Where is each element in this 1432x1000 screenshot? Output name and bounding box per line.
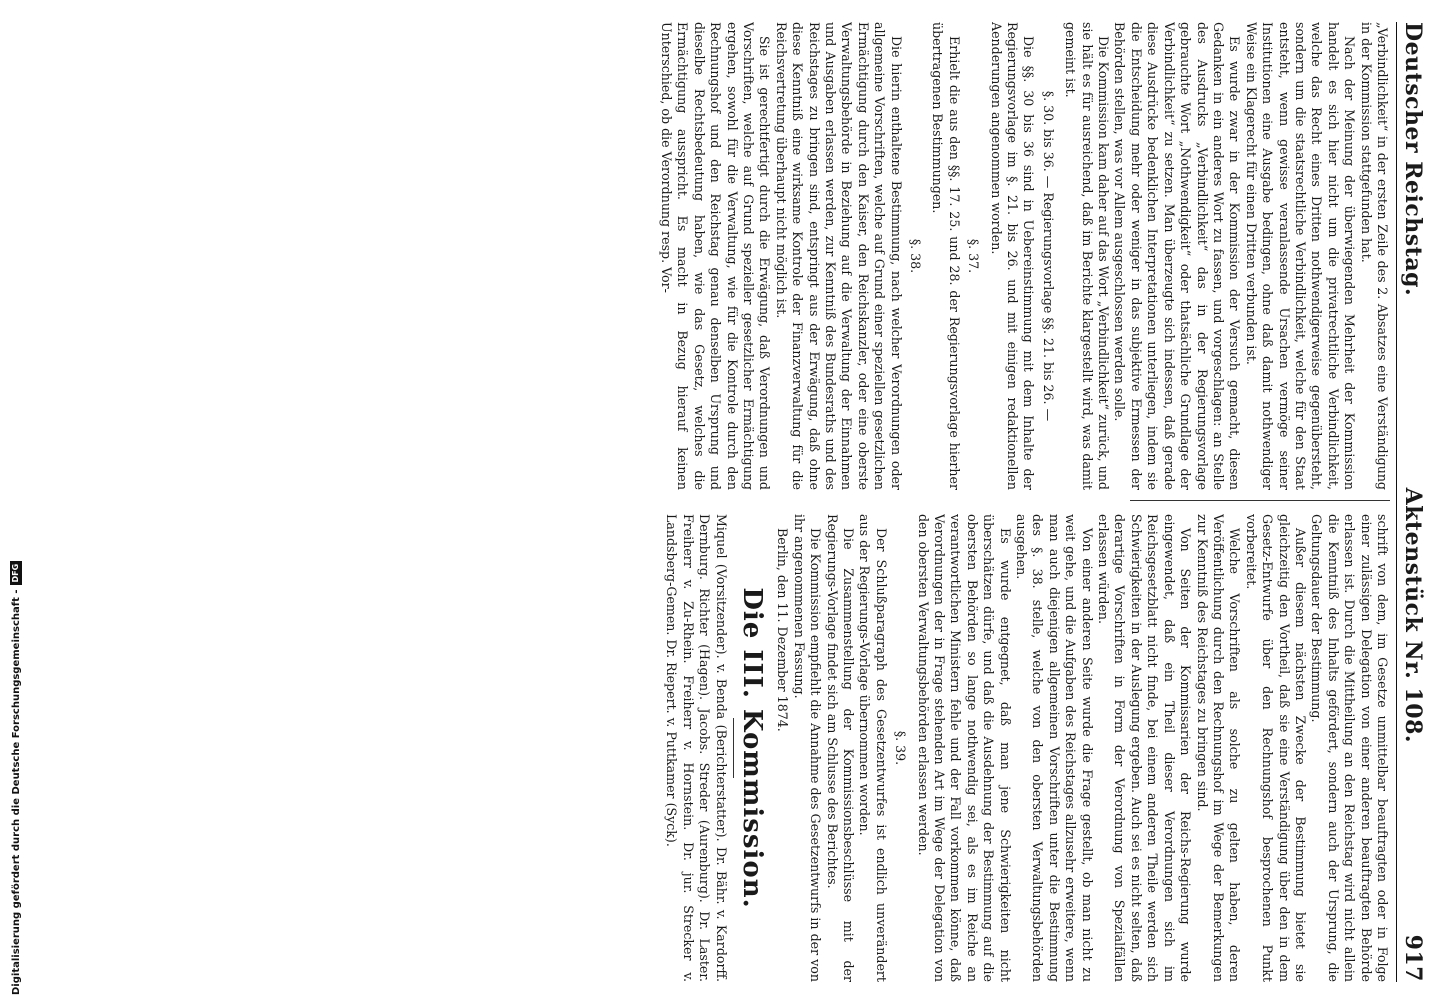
page-number: 917	[1400, 934, 1426, 982]
funding-text: Digitalisierung gefördert durch die Deutsche Forschungsgemeinschaft -	[10, 589, 22, 995]
paragraph: Welche Vorschriften als solche zu gelten haben, deren Veröffentlichung durch den Rechnungshof im Wege der Bemerkungen zur Kenntniß des Reichstages zu bringen sind.	[1194, 514, 1243, 982]
funding-note	[10, 561, 22, 995]
paragraph: Von einer anderen Seite wurde die Frage gestellt, ob man nicht zu weit gehe, und die Aufgaben des Reichstages allzusehr erweitere, wenn man auch diejenigen allgemeinen Vorschriften unter die Bestimmung des §. 38. stelle, welche von den obersten Verwaltungsbehörden ausgehen.	[1014, 514, 1095, 982]
paragraph: Die Zusammenstellung der Kommissionsbeschlüsse mit der Regierungs-Vorlage findet sich am Schlusse des Berichtes.	[824, 514, 856, 982]
paragraph: Der Schlußparagraph des Gesetzentwurfes ist endlich unverändert aus der Regierungs-Vorlage übernommen worden.	[857, 514, 889, 982]
section-heading: §. 30. bis 36. — Regierungsvorlage §§. 21. bis 26. —	[1040, 90, 1056, 422]
header-title: Deutscher Reichstag.	[1400, 22, 1426, 297]
page-header	[1396, 22, 1426, 982]
paragraph: Außer diesem nächsten Zwecke der Bestimmung bietet sie gleichzeitig den Vortheil, daß sie eine Verständigung über den in dem Gesetz-Entwurfe über den Rechnungshof besprochenen Punkt vorbereitet.	[1243, 514, 1308, 982]
section-heading: §. 37.	[966, 238, 982, 274]
paragraph: Die Kommission kam daher auf das Wort „Verbindlichkeit“ zurück, und sie hält es für ausreichend, daß im Berichte klargestellt wird, was damit gemeint ist.	[1063, 22, 1112, 490]
paragraph: Sie ist gerechtfertigt durch die Erwägung, daß Verordnungen und Vorschriften, welche auf Grund spezieller gesetzlicher Ermächtigung ergehen, sowohl für die Verwaltung, wie für die Kontrole durch den Rechnungshof und den Reichstag genau denselben Ursprung und dieselbe Rechtsbedeutung haben, wie das Gesetz, welches die Ermächtigung ausspricht. Es macht in Bezug hierauf keinen Unterschied, ob die Verordnung resp. Vor-	[658, 22, 773, 490]
paragraph: Es wurde zwar in der Kommission der Versuch gemacht, diesen Gedanken in ein anderes Wort zu fassen, und vorgeschlagen: an Stelle des Ausdrucks „Verbindlichkeit“ das in der Regierungsvorlage gebrauchte Wort „Nothwendigkeit“ oder thatsächliche Grundlage der Verbindlichkeit“ zu setzen. Man überzeugte sich indessen, daß gerade diese Ausdrücke bedenklichen Interpretationen unterliegen, indem sie die Entscheidung mehr oder weniger in das subjektive Ermessen der Behörden stellen, was vor Allem ausgeschlossen werden solle.	[1112, 22, 1243, 490]
left-column	[570, 22, 1390, 490]
paragraph: Nach der Meinung der überwiegenden Mehrheit der Kommission handelt es sich hier nicht um die privatrechtliche Verbindlichkeit, welche das Recht eines Dritten nothwendigerweise gegenübersteht, sondern um die staatsrechtliche Verbindlichkeit, welche für den Staat entsteht, wenn gewisse veranlassende Ursachen vermöge seiner Institutionen eine Ausgabe bedingen, ohne daß damit nothwendiger Weise ein Klagerecht für einen Dritten verbunden ist.	[1243, 22, 1358, 490]
commission-title: Die III. Kommission.	[736, 587, 767, 909]
paragraph: Die Kommission empfiehlt die Annahme des Gesetzentwurfs in der von ihr angenommenen Fassung.	[791, 514, 824, 982]
member-list: Miquel (Vorsitzender). v. Benda (Berichterstatter). Dr. Bähr. v. Kardorff. Dernburg. Richter (Hagen). Jacobs. Streder (Aurenburg). Dr. Laster. Freiherr v. Zu-Rhein. Freiherr v. Hornstein. Dr. jur. Strecker v. Landsberg-Gemen. Dr. Riepert. v. Puttkamer (Syck).	[664, 514, 729, 982]
divider	[733, 718, 734, 778]
date-line: Berlin, den 11. Dezember 1874.	[775, 528, 791, 732]
section-heading: §. 38.	[908, 238, 924, 274]
paragraph: Die §§. 30 bis 36 sind in Uebereinstimmung mit dem Inhalte der Regierungsvorlage im §. 21. bis 26. und mit einigen redaktionellen Aenderungen angenommen worden.	[988, 22, 1037, 490]
header-document-number: Aktenstück Nr. 108.	[1400, 487, 1426, 744]
document-page	[570, 0, 1430, 1000]
paragraph: Erhielt die aus den §§. 17. 25. und 28. der Regierungsvorlage hierher übertragenen Bestimmungen.	[930, 22, 962, 490]
right-column	[570, 514, 1390, 982]
section-heading: §. 39.	[893, 730, 909, 766]
paragraph: „Verbindlichkeit“ in der ersten Zeile des 2. Absatzes eine Verständigung in der Kommission stattgefunden hat.	[1358, 22, 1390, 490]
dfg-logo-icon: DFG	[10, 561, 22, 586]
paragraph: schrift von dem, im Gesetze unmittelbar beauftragten oder in Folge einer zulässigen Delegation von einer anderen beauftragten Behörde erlassen ist. Durch die Mittheilung an den Reichstag wird nicht allein die Kenntniß des Inhalts gefördert, sondern auch der Ursprung, die Geltungsdauer der Bestimmung.	[1309, 514, 1390, 982]
paragraph: Es wurde entgegnet, daß man jene Schwierigkeiten nicht überschätzen dürfe, und daß die Ausdehnung der Bestimmung auf die obersten Behörden so lange nothwendig sei, als es im Reiche an verantwortlichen Ministern fehle und der Fall vorkommen könne, daß Verordnungen der in Frage stehenden Art im Wege der Delegation von den obersten Verwaltungsbehörden erlassen werden.	[915, 514, 1013, 982]
paragraph: Von Seiten der Kommissarien der Reichs-Regierung wurde eingewendet, daß ein Theil dieser Verordnungen sich im Reichsgesetzblatt nicht finde, bei einem anderen Theile werden sich Schwierigkeiten in der Auslegung ergeben. Auch sei es nicht selten, daß derartige Vorschriften in Form der Verordnung von Spezialfällen erlassen würden.	[1096, 514, 1194, 982]
paragraph: Die hierin enthaltene Bestimmung, nach welcher Verordnungen oder allgemeine Vorschriften, welche auf Grund einer speziellen gesetzlichen Ermächtigung durch den Kaiser, den Reichskanzler, oder eine oberste Verwaltungsbehörde in Beziehung auf die Verwaltung der Einnahmen und Ausgaben erlassen werden, zur Kenntniß des Bundesraths und des Reichstages zu bringen sind, entspringt aus der Erwägung, daß ohne diese Kenntniß eine wirksame Kontrole der Finanzverwaltung für die Reichsvertretung überhaupt nicht möglich ist.	[773, 22, 904, 490]
column-divider	[1130, 500, 1390, 501]
text-columns	[570, 22, 1390, 982]
